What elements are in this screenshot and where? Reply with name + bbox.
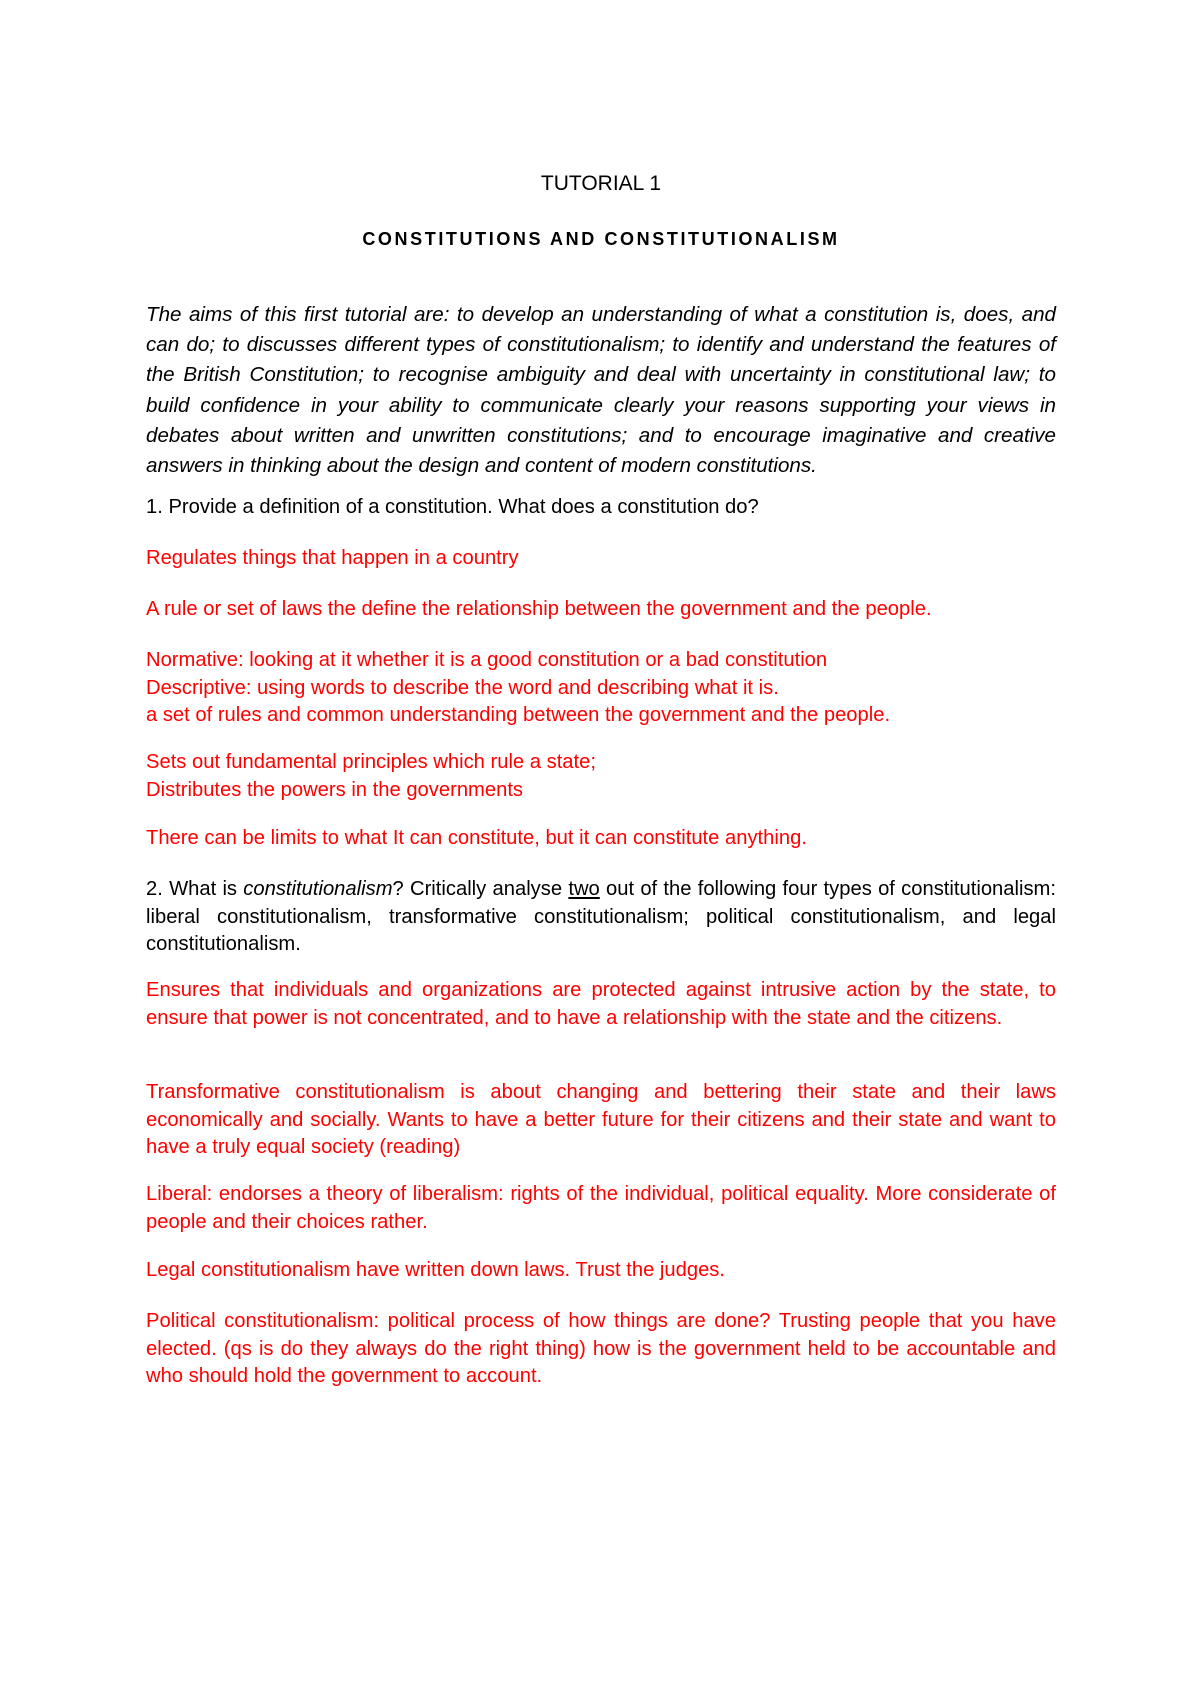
question-2-underlined: two	[568, 878, 600, 900]
question-2-part3: out of the following four types of constitutionalism: liberal constitutionalism, transformative constitutionalism; political constitutionalism, and legal constitutionalism.	[146, 878, 1056, 956]
document-subtitle: CONSTITUTIONS AND CONSTITUTIONALISM	[362, 229, 840, 249]
answer-1-limits: There can be limits to what It can constitute, but it can constitute anything.	[146, 827, 807, 849]
answer-2-liberal: Liberal: endorses a theory of liberalism: rights of the individual, political equality. More considerate of people and their choices rather.	[146, 1183, 1056, 1233]
tutorial-aims: The aims of this first tutorial are: to develop an understanding of what a constitution is, does, and can do; to discusses different types of constitutionalism; to identify and understand the features of the British Constitution; to recognise ambiguity and deal with uncertainty in constitutional law; to build confidence in your ability to communicate clearly your reasons supporting your views in debates about written and unwritten constitutions; and to encourage imaginative and creative answers in thinking about the design and content of modern constitutions.	[146, 303, 1056, 478]
answer-1-definition: A rule or set of laws the define the relationship between the government and the people.	[146, 598, 932, 620]
answer-1-distributes-powers: Distributes the powers in the governments	[146, 778, 524, 801]
answer-1-rules: a set of rules and common understanding between the government and the people.	[146, 704, 891, 727]
answer-2-political: Political constitutionalism: political process of how things are done? Trusting people that you have elected. (qs is do they always do the right thing) how is the government held to be accountable and who should hold the government to account.	[146, 1310, 1056, 1388]
question-2	[146, 876, 1056, 959]
answer-2-legal: Legal constitutionalism have written down laws. Trust the judges.	[146, 1259, 726, 1281]
answer-1-principles	[146, 749, 1056, 804]
answer-1-normative: Normative: looking at it whether it is a good constitution or a bad constitution	[146, 649, 828, 671]
question-1: 1. Provide a definition of a constitution. What does a constitution do?	[146, 496, 759, 518]
question-2-term: constitutionalism	[243, 878, 393, 900]
answer-1-normative-descriptive	[146, 647, 1056, 730]
document-title: TUTORIAL 1	[540, 172, 662, 195]
answer-2-protection: Ensures that individuals and organizations are protected against intrusive action by the state, to ensure that power is not concentrated, and to have a relationship with the state and the citizens.	[146, 979, 1056, 1029]
answer-1-descriptive: Descriptive: using words to describe the word and describing what it is.	[146, 676, 779, 699]
question-2-part2: ? Critically analyse	[392, 878, 569, 900]
answer-1-fundamental-principles: Sets out fundamental principles which rule a state;	[146, 751, 596, 773]
question-2-part1: 2. What is	[146, 878, 244, 900]
answer-1-regulates: Regulates things that happen in a country	[146, 547, 519, 569]
answer-2-transformative: Transformative constitutionalism is about changing and bettering their state and their laws economically and socially. Wants to have a better future for their citizens and their state and want to have a truly equal society (reading)	[146, 1081, 1056, 1159]
